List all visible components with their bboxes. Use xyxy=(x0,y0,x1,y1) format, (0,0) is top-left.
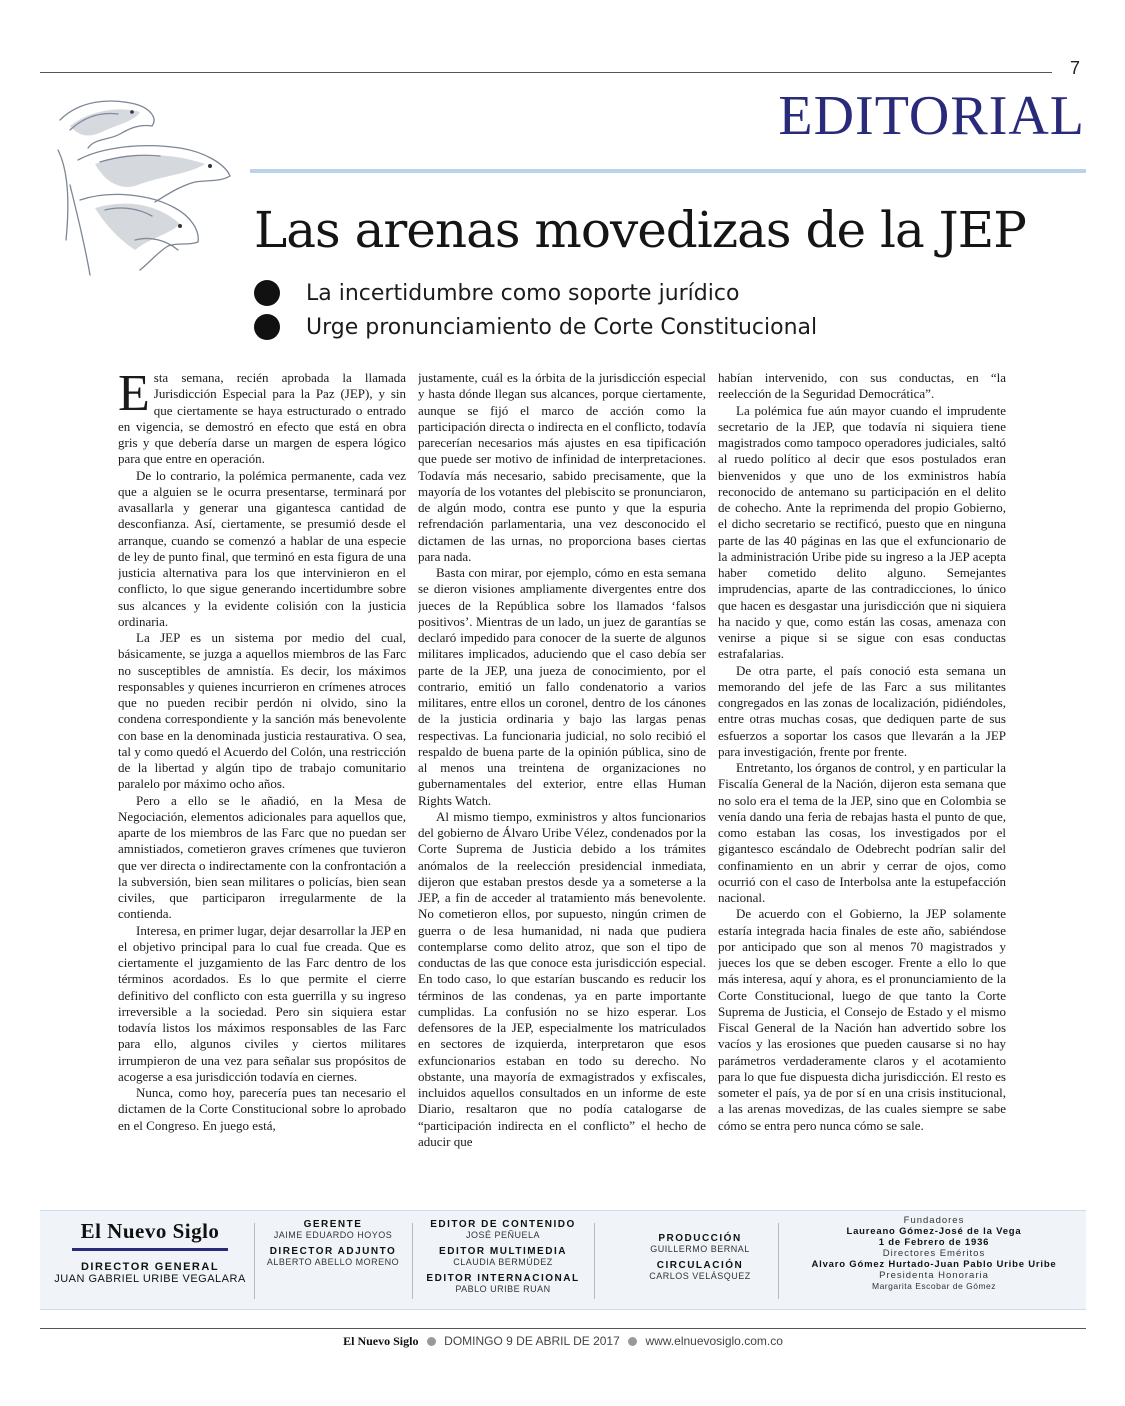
article-paragraph: De otra parte, el país conoció esta semana un memorando del jefe de las Farc a sus militantes congregados en las zonas de localización, pidiéndoles, entre otras muchas cosas, que dediquen parte de sus esfuerzos a soportar los casos que llevarán a la JEP para investigación, frente por frente. xyxy=(718,662,1006,759)
article-column-2 xyxy=(418,370,706,1184)
article-paragraph: De lo contrario, la polémica permanente, cada vez que a alguien se le ocurra presentarse, terminará por avasallarla y generar una gigantesca cantidad de desconfianza. Así, ciertamente, se presumió desde el arranque, cuando se comenzó a hablar de una especie de ley de punto final, que terminó en esta figura de una justicia alternativa para los que intervinieron en el conflicto, lo que sigue generando incertidumbre sobre sus alcances y la evidente colisión con la justicia ordinaria. xyxy=(118,467,406,629)
masthead-divider xyxy=(778,1223,779,1299)
masthead-divider xyxy=(254,1223,255,1299)
footer-url[interactable]: www.elnuevosiglo.com.co xyxy=(645,1334,783,1348)
article-paragraph: Al mismo tiempo, exministros y altos funcionarios del gobierno de Álvaro Uribe Vélez, condenados por la Corte Suprema de Justicia debido a los trámites anómalos de la reelección presidencial inmediata, dijeron que estaban prestos desde ya a someterse a la JEP, a fin de acceder al tratamiento más benevolente. No cometieron ellos, por supuesto, ningún crimen de guerra o de lesa humanidad, ni nada que pudiera contemplarse como delito atroz, que son el tipo de conductas de las que conoce esta jurisdicción especial. En todo caso, lo que estarían buscando es reducir los términos de las condenas, ya en parte importante cumplidas. La confusión no se hizo esperar. Los defensores de la JEP, especialmente los matriculados en sectores de izquierda, interpretaron que esos exfuncionarios estaban en todo su derecho. No obstante, una mayoría de exmagistrados y exfiscales, incluidos aquellos consultados en un informe de este Diario, resaltaron que no podía catalogarse de “participación indirecta en el conflicto” el hecho de aducir que xyxy=(418,808,706,1149)
article-paragraph: Nunca, como hoy, parecería pues tan necesario el dictamen de la Corte Constitucional sobre lo aprobado en el Congreso. En juego está, xyxy=(118,1085,406,1133)
contenido-role: EDITOR DE CONTENIDO xyxy=(430,1219,576,1230)
director-name: JUAN GABRIEL URIBE VEGALARA xyxy=(54,1273,246,1285)
dropcap: E xyxy=(118,370,150,422)
page-footer xyxy=(40,1334,1086,1349)
internacional-name: PABLO URIBE RUAN xyxy=(455,1284,551,1294)
masthead-col-founders xyxy=(786,1215,1082,1291)
article-paragraph: Esta semana, recién aprobada la llamada Jurisdicción Especial para la Paz (JEP), y sin que ciertamente se haya estructurado o entrado en vigencia, se demostró en efecto que está en obra gris y que debería darse un margen de espera lógico para que entre en operación. xyxy=(118,370,406,467)
produccion-name: GUILLERMO BERNAL xyxy=(650,1244,750,1254)
article-paragraph: Interesa, en primer lugar, dejar desarrollar la JEP en el objetivo principal para lo cual fue creada. Que es ciertamente el juzgamiento de las Farc dentro de los términos acordados. Es lo que permite el cierre definitivo del conflicto con esta guerrilla y su ingreso irreversible a la sociedad. Pero sin siquiera estar todavía listos los máximos responsables de las Farc para ello, algunos civiles y ciertos militares irrumpieron de una vez para señalar sus propósitos de acogerse a esa jurisdicción todavía en ciernes. xyxy=(118,922,406,1084)
bullet-icon xyxy=(628,1337,637,1346)
masthead-col-management xyxy=(258,1219,408,1273)
circulacion-role: CIRCULACIÓN xyxy=(656,1260,744,1271)
article-paragraph: habían intervenido, con sus conductas, en “la reelección de la Seguridad Democrática”. xyxy=(718,370,1006,402)
adjunto-role: DIRECTOR ADJUNTO xyxy=(269,1246,397,1257)
page-number: 7 xyxy=(1070,58,1081,78)
fundacion-fecha: 1 de Febrero de 1936 xyxy=(878,1237,990,1248)
horses-illustration xyxy=(40,90,252,285)
article-paragraph: Basta con mirar, por ejemplo, cómo en esta semana se dieron visiones ampliamente divergentes entre dos jueces de la República sobre los llamados ‘falsos positivos’. Mientras de un lado, un juez de garantías se declaró impedido para conocer de la suerte de algunos militares implicados, aduciendo que el caso debía ser parte de la JEP, una jueza de conocimiento, por el contrario, emitió un fallo condenatorio a varios militares, entre ellos un coronel, dentro de los cánones de la justicia ordinaria y bajo las largas penas respectivas. La funcionaria judicial, no solo recibió el respaldo de buena parte de la opinión pública, sino de al menos una treintena de organizaciones no gubernamentales del exterior, entre ellas Human Rights Watch. xyxy=(418,565,706,808)
article-column-3 xyxy=(718,370,1006,1184)
masthead-divider xyxy=(594,1223,595,1299)
gerente-role: GERENTE xyxy=(303,1219,363,1230)
article-paragraph: La polémica fue aún mayor cuando el imprudente secretario de la JEP, que todavía ni siquiera tiene magistrados como tampoco operadores judiciales, saltó al ruedo político al decir que esos postulados eran bienvenidos y que uno de los exministros había reconocido de antemano su participación en el delito de cohecho. Ante la reprimenda del propio Gobierno, el dicho secretario se rectificó, puesto que en ninguna parte de las 40 páginas en las que el exfuncionario de la administración Uribe pide su ingreso a la JEP acepta haber cometido delito alguno. Semejantes imprudencias, aparte de las contradicciones, lo único que hacen es desgastar una jurisdicción que ni siquiera ha nacido y que, como están las cosas, amenaza con venirse a pique si se sigue con esas conductas estrafalarias. xyxy=(718,402,1006,662)
masthead-logo-block xyxy=(50,1219,250,1291)
masthead-col-production xyxy=(630,1233,770,1287)
bullet-icon xyxy=(427,1337,436,1346)
footer-date: DOMINGO 9 DE ABRIL DE 2017 xyxy=(444,1334,620,1348)
fundadores-names: Laureano Gómez-José de la Vega xyxy=(846,1226,1022,1237)
bottom-rule xyxy=(40,1328,1086,1329)
produccion-role: PRODUCCIÓN xyxy=(658,1233,742,1244)
article-paragraph: Entretanto, los órganos de control, y en particular la Fiscalía General de la Nación, dijeron esta semana que no solo era el tema de la JEP, sino que en Colombia se venía dando una feria de rebajas hasta el punto de que, como estaban las cosas, los investigados por el gigantesco escándalo de Odebrecht podrían salir del confinamiento en un abrir y cerrar de ojos, como ocurrió con el caso de Interbolsa ante la estupefacción nacional. xyxy=(718,760,1006,905)
subheads-list xyxy=(254,276,817,344)
director-role: DIRECTOR GENERAL xyxy=(80,1261,220,1273)
multimedia-name: CLAUDIA BERMÚDEZ xyxy=(453,1257,553,1267)
article-paragraph: Pero a ello se le añadió, en la Mesa de Negociación, elementos adicionales para aquellos que, aparte de los miembros de las Farc que no puedan ser amnistiados, cometieron graves crímenes que tuvieron que ver directa o indirectamente con la confrontación a la subversión, bien sean militares o policías, bien sean civiles, que participaron irregularmente de la contienda. xyxy=(118,792,406,922)
presidenta-label: Presidenta Honoraria xyxy=(879,1270,989,1281)
bullet-icon xyxy=(254,280,280,306)
subhead xyxy=(254,310,817,344)
headline: Las arenas movedizas de la JEP xyxy=(254,201,1026,259)
article-paragraph: De acuerdo con el Gobierno, la JEP solamente estaría integrada hacia finales de este año, sabiéndose por anticipado que son al menos 70 magistrados y jueces los que se deben escoger. Frente a ello lo que más interesa, aquí y ahora, es el pronunciamiento de la Corte Constitucional, luego de que tanto la Corte Suprema de Justicia, el Consejo de Estado y el mismo Fiscal General de la Nación han advertido sobre los vacíos y las erosiones que pueden causarse si no hay parámetros verdaderamente claros y el acotamiento para lo que fue dispuesta dicha jurisdicción. El resto es someter el país, ya de por sí en una crisis institucional, a las arenas movedizas, de las cuales siempre se sabe cómo se entra pero nunca cómo se sale. xyxy=(718,906,1006,1133)
subhead-text: La incertidumbre como soporte jurídico xyxy=(306,280,740,306)
multimedia-role: EDITOR MULTIMEDIA xyxy=(439,1246,567,1257)
emeritos-label: Directores Eméritos xyxy=(882,1248,986,1259)
bullet-icon xyxy=(254,314,280,340)
article-paragraph: justamente, cuál es la órbita de la jurisdicción especial y hasta dónde llegan sus alcances, porque ciertamente, aunque se fijó el marco de acción como la participación directa o indirecta en el conflicto, todavía parecerían necesarios más ajustes en esa tipificación que puede ser motivo de infinidad de interpretaciones. Todavía más necesario, sabido precisamente, que la mayoría de los votantes del plebiscito se pronunciaron, de algún modo, contra ese punto y que la espuria refrendación parlamentaria, una vez desconocido el dictamen de las urnas, no proporciona bases ciertas para nada. xyxy=(418,370,706,564)
masthead-col-editors xyxy=(418,1219,588,1300)
masthead xyxy=(40,1210,1086,1310)
emeritos-names: Alvaro Gómez Hurtado-Juan Pablo Uribe Uribe xyxy=(811,1259,1057,1270)
top-rule xyxy=(40,72,1052,73)
section-divider xyxy=(250,169,1086,173)
internacional-role: EDITOR INTERNACIONAL xyxy=(426,1273,580,1284)
adjunto-name: ALBERTO ABELLO MORENO xyxy=(266,1257,400,1267)
masthead-divider xyxy=(412,1223,413,1299)
circulacion-name: CARLOS VELÁSQUEZ xyxy=(649,1271,751,1281)
article-body xyxy=(118,370,1006,1184)
fundadores-label: Fundadores xyxy=(903,1215,965,1226)
article-column-1 xyxy=(118,370,406,1184)
contenido-name: JOSÉ PEÑUELA xyxy=(465,1230,541,1240)
gerente-name: JAIME EDUARDO HOYOS xyxy=(273,1230,393,1240)
subhead xyxy=(254,276,817,310)
subhead-text: Urge pronunciamiento de Corte Constitucional xyxy=(306,314,818,340)
section-title: EDITORIAL xyxy=(778,85,1085,147)
article-paragraph: La JEP es un sistema por medio del cual, básicamente, se juzga a aquellos miembros de las Farc no susceptibles de amnistía. Es decir, los máximos responsables y quienes incurrieron en crímenes atroces que no pueden recibir perdón ni olvido, sino la condena correspondiente y la sanción más benevolente con base en la denominada justicia restaurativa. O sea, tal y como quedó el Acuerdo del Colón, una restricción de la libertad y algún tipo de trabajo comunitario paralelo por máximo ocho años. xyxy=(118,630,406,792)
footer-logo: El Nuevo Siglo xyxy=(343,1334,419,1348)
presidenta-name: Margarita Escobar de Gómez xyxy=(871,1281,997,1291)
masthead-logo: El Nuevo Siglo xyxy=(72,1219,228,1251)
